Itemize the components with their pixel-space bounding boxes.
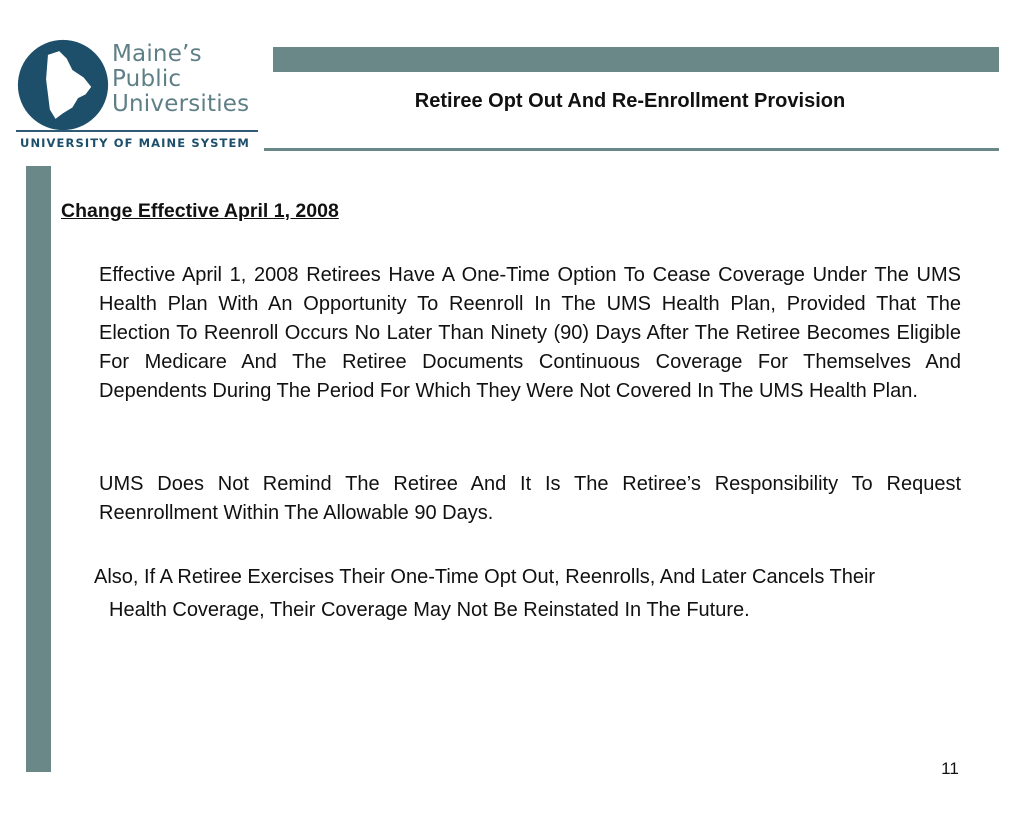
section-subheading: Change Effective April 1, 2008 [61,200,339,222]
maine-public-universities-logo [14,36,264,152]
slide-title: Retiree Opt Out And Re-Enrollment Provision [414,90,846,112]
body-paragraph-3-line-1: Also, If A Retiree Exercises Their One-Time Opt Out, Reenrolls, And Later Cancels Their [94,566,876,588]
logo-system-name: UNIVERSITY OF MAINE SYSTEM [20,136,250,150]
logo-wordmark-line-3: Universities [112,91,250,117]
body-paragraph-3 [94,561,954,627]
body-paragraph-1: Effective April 1, 2008 Retirees Have A One-Time Option To Cease Coverage Under The UMS Health Plan With An Opportunity To Reenroll In The UMS Health Plan, Provided That The Election To Reenroll Occurs No Later Than Ninety (90) Days After The Retiree Becomes Eligible For Medicare And The Retiree Documents Continuous Coverage For Themselves And Dependents During The Period For Which They Were Not Covered In The UMS Health Plan. [99,264,961,402]
logo-wordmark-line-1: Maine’s [112,41,202,67]
logo-divider [16,130,258,132]
maine-state-seal-icon [16,38,110,132]
logo-wordmark-line-2: Public [112,66,182,92]
page-number: 11 [941,759,959,778]
side-accent-bar [26,166,51,772]
header-band [273,47,999,72]
logo-wordmark [112,42,262,117]
header-rule [264,148,999,151]
body-paragraph-3-line-2: Health Coverage, Their Coverage May Not Be Reinstated In The Future. [109,599,750,621]
body-paragraph-2: UMS Does Not Remind The Retiree And It Is The Retiree’s Responsibility To Request Reenrollment Within The Allowable 90 Days. [99,473,961,524]
